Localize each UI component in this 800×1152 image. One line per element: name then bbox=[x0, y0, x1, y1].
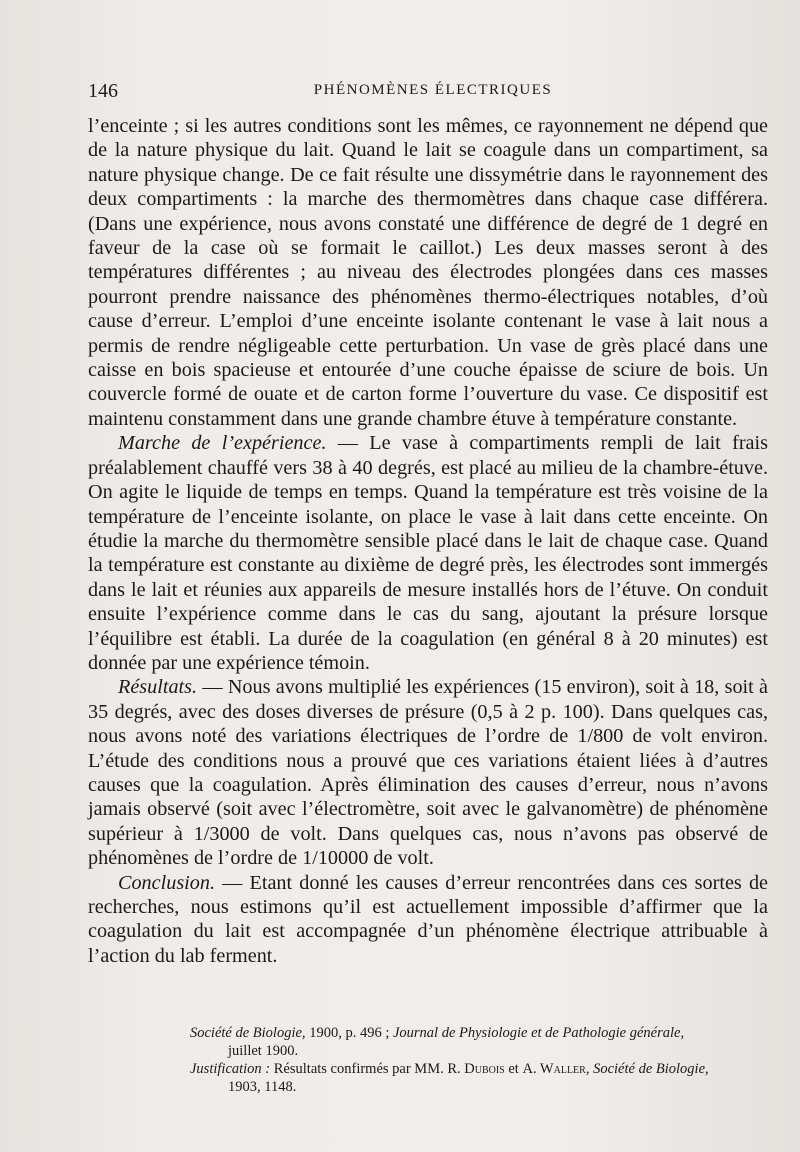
source-ref-1: 1900, p. 496 ; bbox=[305, 1025, 393, 1041]
source-journal-2: Journal de Physiologie et de Pathologie générale, bbox=[392, 1025, 685, 1041]
running-head: PHÉNOMÈNES ÉLECTRIQUES bbox=[313, 82, 553, 98]
paragraph-marche bbox=[88, 431, 768, 675]
section-heading-conclusion: Conclusion. bbox=[118, 871, 216, 894]
paragraph-intro: l’enceinte ; si les autres conditions sont les mêmes, ce rayonnement ne dépend que de la nature physique du lait. Quand le lait se coagule dans un compartiment, sa nature physique change. De ce fait résulte une dissymétrie dans le rayonnement des deux compartiments : la marche des thermomètres dans chaque case différera. (Dans une expérience, nous avons constaté une différence de degré de 1 degré en faveur de la case où se formait le caillot.) Les deux masses seront à des températures différentes ; au niveau des électrodes plongées dans ces masses pourront prendre naissance des phénomènes thermo-électriques notables, d’où cause d’erreur. L’emploi d’une enceinte isolante contenant le vase à lait nous a permis de rendre négligeable cette perturbation. Un vase de grès placé dans une caisse en bois spacieuse et entourée d’une couche épaisse de sciure de bois. Un couvercle formé de ouate et de carton forme l’ouverture du vase. Ce dispositif est maintenu constamment dans une grande chambre étuve à température constante. bbox=[88, 115, 768, 430]
source-journal-1: Société de Biologie, bbox=[190, 1025, 306, 1041]
paragraph-marche-text: — Le vase à compartiments rempli de lait frais préalablement chauffé vers 38 à 40 degrés, est placé au milieu de la chambre-étuve. On agite le liquide de temps en temps. Quand la température est très voisine de la température de l’enceinte isolante, on place le vase à lait dans cette enceinte. On étudie la marche du thermomètre sensible placé dans le lait de chaque case. Quand la température est constante au dixième de degré près, les électrodes sont immergés dans le lait et réunies aux appareils de mesure installés hors de l’étuve. On conduit ensuite l’expérience comme dans le cas du sang, ajoutant la présure lorsque l’équilibre est établi. La durée de la coagulation (en général 8 à 20 minutes) est donnée par une expérience témoin. bbox=[88, 432, 768, 674]
justification-text: Résultats confirmés par MM. bbox=[270, 1061, 448, 1077]
author-connector: et bbox=[504, 1061, 523, 1077]
footnote-source-date: juillet 1900. bbox=[228, 1043, 299, 1059]
paragraph-conclusion-text: — Etant donné les causes d’erreur rencontrées dans ces sortes de recherches, nous estimons qu’il est actuellement impossible d’affirmer que la coagulation du lait est accompagnée d’un phénomène électrique attribuable à l’action du lab ferment. bbox=[88, 871, 768, 967]
author-1: R. Dubois bbox=[447, 1061, 505, 1077]
paragraph-resultats-text: — Nous avons multiplié les expériences (15 environ), soit à 18, soit à 35 degrés, avec des doses diverses de présure (0,5 à 2 p. 100). Dans quelques cas, nous avons noté des variations électriques de l’ordre de 1/800 de volt environ. L’étude des conditions nous a prouvé que ces variations étaient liées à d’autres causes que la coagulation. Après élimination des causes d’erreur, nous n’avons jamais observé (soit avec l’électromètre, soit avec le galvanomètre) de phénomène supérieur à 1/3000 de volt. Dans quelques cas, nous n’avons pas observé de phénomènes de l’ordre de 1/10000 de volt. bbox=[88, 676, 768, 870]
author-2: A. Waller, bbox=[522, 1061, 590, 1077]
paragraph-conclusion bbox=[88, 871, 768, 969]
page-header bbox=[88, 80, 778, 106]
justification-label: Justification : bbox=[190, 1061, 271, 1077]
justification-ref: 1903, 1148. bbox=[228, 1079, 297, 1095]
body-text bbox=[88, 114, 768, 968]
footnote-justification bbox=[190, 1060, 780, 1078]
section-heading-resultats: Résultats. bbox=[118, 676, 198, 699]
page-number: 146 bbox=[88, 80, 118, 102]
footnote bbox=[190, 1024, 780, 1096]
justification-journal: Société de Biologie, bbox=[589, 1061, 709, 1077]
footnote-source bbox=[190, 1024, 780, 1042]
section-heading-marche: Marche de l’expérience. bbox=[118, 432, 327, 455]
paragraph-resultats bbox=[88, 675, 768, 870]
